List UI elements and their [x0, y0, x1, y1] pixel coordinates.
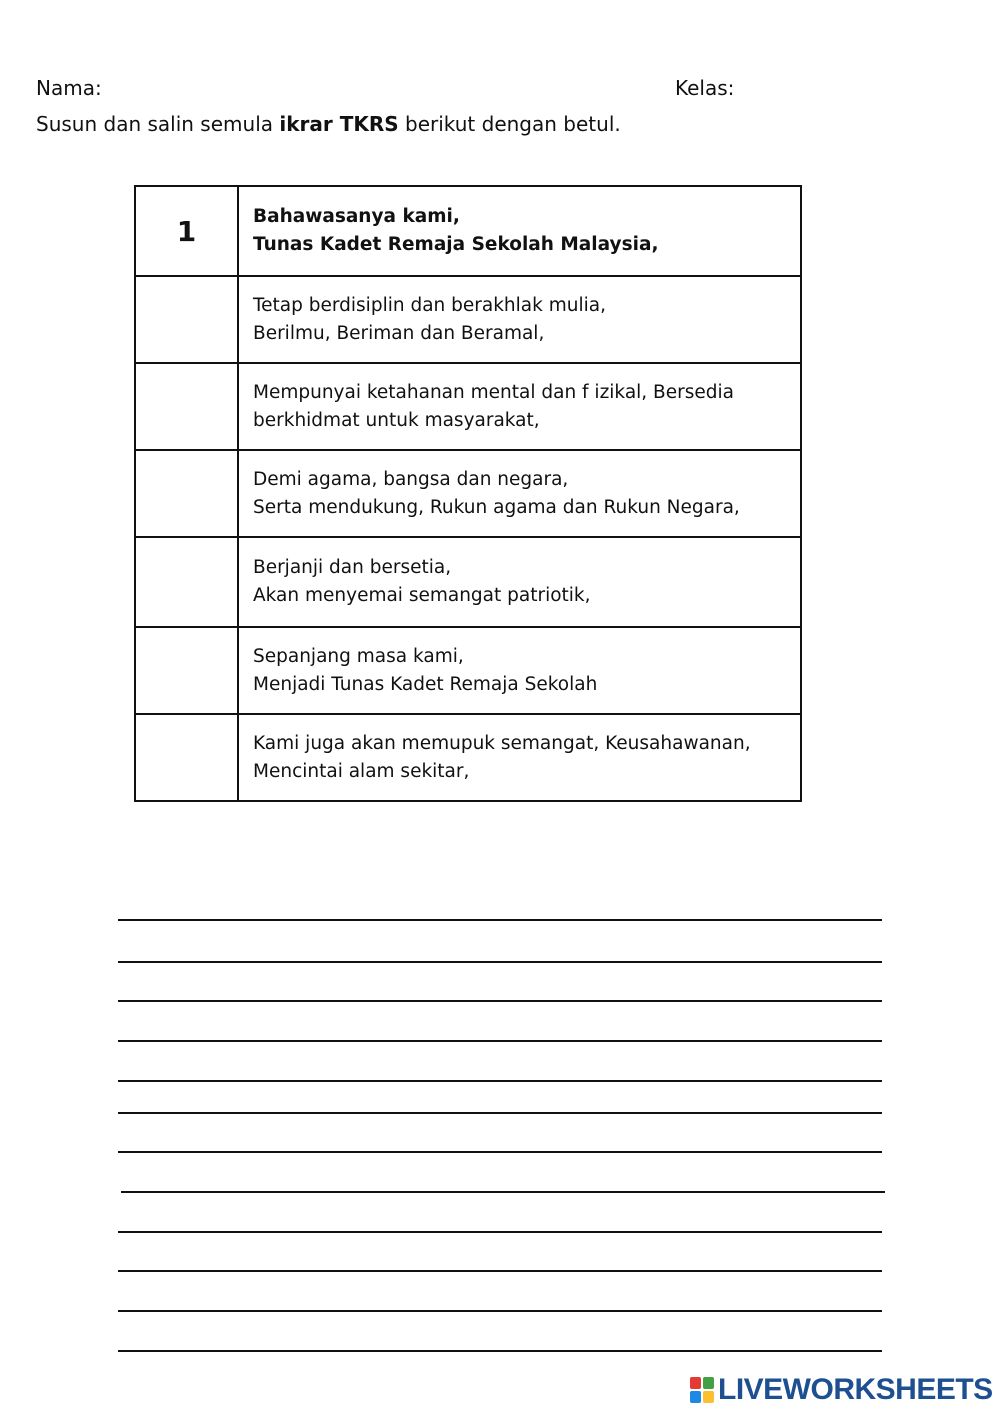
- row-text-cell: [238, 627, 801, 714]
- row-text-line: Kami juga akan memupuk semangat, Keusahawanan,: [253, 732, 751, 754]
- liveworksheets-logo: [690, 1372, 993, 1408]
- table-row: [135, 186, 801, 276]
- row-text-line: berkhidmat untuk masyarakat,: [253, 409, 540, 431]
- brand-text: LIVEWORKSHEETS: [718, 1373, 993, 1406]
- writing-line[interactable]: [118, 1231, 882, 1233]
- writing-line[interactable]: [121, 1191, 885, 1193]
- row-number-cell[interactable]: [135, 714, 238, 801]
- row-text-line: Mempunyai ketahanan mental dan f izikal, Bersedia: [253, 381, 734, 403]
- ikrar-table: [134, 185, 802, 802]
- writing-line[interactable]: [118, 1310, 882, 1312]
- row-number-cell[interactable]: [135, 363, 238, 450]
- row-number-cell[interactable]: [135, 627, 238, 714]
- instruction-text: [36, 112, 621, 136]
- writing-line[interactable]: [118, 1040, 882, 1042]
- row-number-cell[interactable]: [135, 450, 238, 537]
- row-text-cell: [238, 276, 801, 363]
- row-text-cell: [238, 714, 801, 801]
- writing-line[interactable]: [118, 961, 882, 963]
- writing-line[interactable]: [118, 1151, 882, 1153]
- row-text-cell: [238, 186, 801, 276]
- writing-line[interactable]: [118, 1000, 882, 1002]
- liveworksheets-logo-icon: [690, 1377, 714, 1403]
- logo-square: [690, 1391, 701, 1403]
- row-text-line: Tetap berdisiplin dan berakhlak mulia,: [253, 294, 606, 316]
- table-row: [135, 537, 801, 627]
- instruction-before: Susun dan salin semula: [36, 112, 280, 136]
- row-text-cell: [238, 450, 801, 537]
- row-text-line: Akan menyemai semangat patriotik,: [253, 585, 591, 606]
- row-text-line: Sepanjang masa kami,: [253, 645, 464, 667]
- logo-square: [703, 1377, 714, 1389]
- row-number-cell[interactable]: 1: [135, 186, 238, 276]
- row-number-cell[interactable]: [135, 537, 238, 627]
- writing-line[interactable]: [118, 1350, 882, 1352]
- table-row: [135, 363, 801, 450]
- row-text-line: Tunas Kadet Remaja Sekolah Malaysia,: [253, 234, 659, 255]
- row-text-cell: [238, 363, 801, 450]
- logo-square: [690, 1377, 701, 1389]
- name-label: Nama:: [36, 76, 102, 100]
- table-row: [135, 627, 801, 714]
- logo-square: [703, 1391, 714, 1403]
- row-text-line: Mencintai alam sekitar,: [253, 760, 470, 782]
- instruction-after: berikut dengan betul.: [398, 112, 621, 136]
- row-text-line: Bahawasanya kami,: [253, 206, 460, 227]
- writing-line[interactable]: [118, 1112, 882, 1114]
- row-text-line: Menjadi Tunas Kadet Remaja Sekolah: [253, 673, 598, 695]
- class-label: Kelas:: [675, 76, 735, 100]
- row-text-line: Demi agama, bangsa dan negara,: [253, 468, 569, 490]
- writing-line[interactable]: [118, 1080, 882, 1082]
- row-text-line: Berjanji dan bersetia,: [253, 557, 452, 578]
- writing-line[interactable]: [118, 1270, 882, 1272]
- row-number-cell[interactable]: [135, 276, 238, 363]
- table-row: [135, 276, 801, 363]
- row-text-line: Berilmu, Beriman dan Beramal,: [253, 322, 545, 344]
- row-text-cell: [238, 537, 801, 627]
- writing-line[interactable]: [118, 919, 882, 921]
- instruction-bold: ikrar TKRS: [279, 112, 399, 136]
- table-row: [135, 714, 801, 801]
- row-text-line: Serta mendukung, Rukun agama dan Rukun Negara,: [253, 496, 740, 518]
- table-row: [135, 450, 801, 537]
